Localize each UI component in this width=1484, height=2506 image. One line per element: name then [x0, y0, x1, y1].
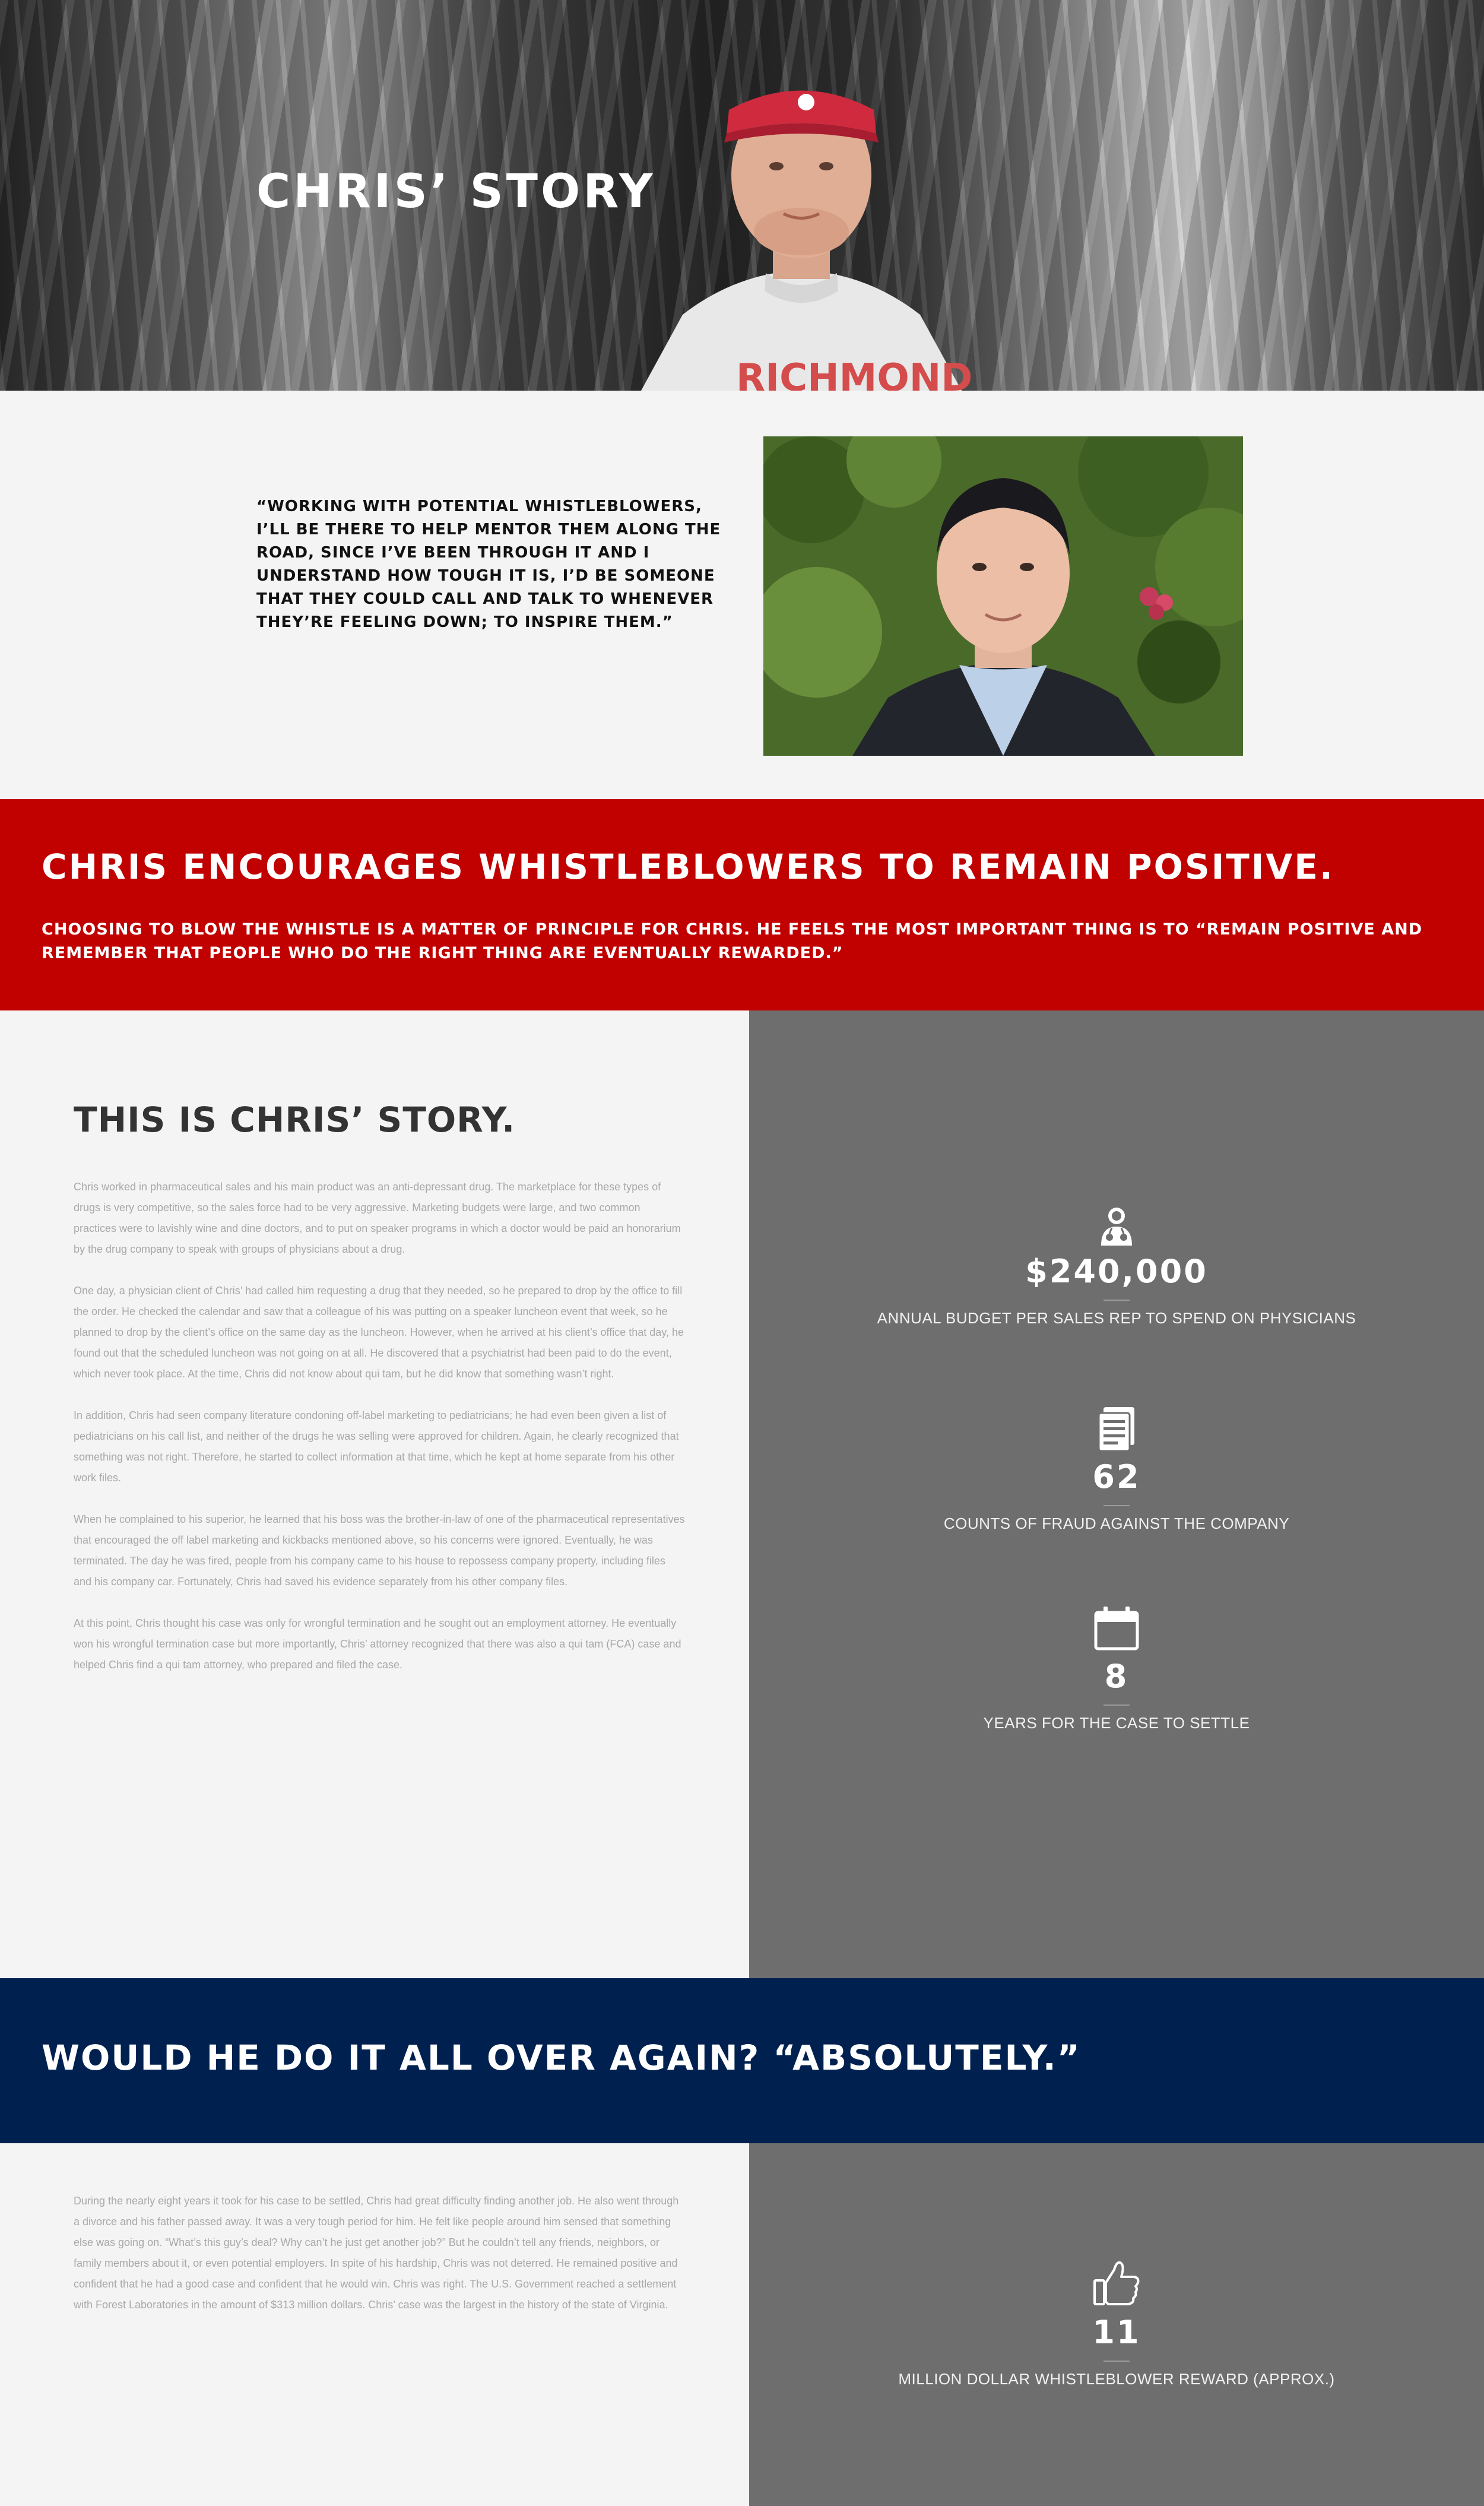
- story-paragraph: In addition, Chris had seen company literature condoning off-label marketing to pediatricians; he had even been given a list of pediatricians on his call list, and neither of the drugs he was selling were approved for children. Again, he clearly recognized that something was not right. Therefore, he started to collect information at that time, which he kept at home separate from his other work files.: [74, 1409, 679, 1484]
- stats-panel: [749, 1010, 1484, 1978]
- stat-label: COUNTS OF FRAUD AGAINST THE COMPANY: [943, 1515, 1290, 1532]
- stat-label: ANNUAL BUDGET PER SALES REP TO SPEND ON PHYSICIANS: [877, 1309, 1356, 1327]
- stat-reward: [749, 2259, 1484, 2388]
- positive-banner: [0, 799, 1484, 1010]
- final-text-panel: [0, 2143, 749, 2506]
- stat-value: 11: [1092, 2314, 1141, 2351]
- stat-label: YEARS FOR THE CASE TO SETTLE: [983, 1714, 1250, 1732]
- stat-value: $240,000: [1025, 1253, 1208, 1290]
- story-text-panel: [0, 1010, 749, 1978]
- positive-banner-text: CHOOSING TO BLOW THE WHISTLE IS A MATTER OF PRINCIPLE FOR CHRIS. HE FEELS THE MOST IMPORTANT THING IS TO “REMAIN POSITIVE AND REMEMBER THAT PEOPLE WHO DO THE RIGHT THING ARE EVENTUALLY REWARDED.”: [42, 920, 1423, 962]
- doctor-icon: [1099, 1206, 1134, 1246]
- reward-panel: [749, 2143, 1484, 2506]
- story-paragraph: Chris worked in pharmaceutical sales and his main product was an anti-depressant drug. The marketplace for these types of drugs is very competitive, so the sales force had to be very aggressive. Marketing budgets were large, and two common practices were to lavishly wine and dine doctors, and to put on speaker programs in which a doctor would be paid an honorarium by the drug company to speak with groups of physicians about a drug.: [74, 1181, 681, 1255]
- positive-banner-title: CHRIS ENCOURAGES WHISTLEBLOWERS TO REMAIN POSITIVE.: [42, 847, 1334, 887]
- stat-years: [749, 1607, 1484, 1732]
- story-paragraph: At this point, Chris thought his case was only for wrongful termination and he sought out an employment attorney. He eventually won his wrongful termination case but more importantly, Chris’ attorney recognized that there was also a qui tam (FCA) case and helped Chris find a qui tam attorney, who prepared and filed the case.: [74, 1617, 681, 1671]
- quote-section: [0, 391, 1484, 799]
- thumbs-up-icon: [1093, 2259, 1140, 2307]
- calendar-icon: [1094, 1607, 1139, 1650]
- again-banner-title: WOULD HE DO IT ALL OVER AGAIN? “ABSOLUTELY.”: [42, 2038, 1081, 2078]
- story-heading: THIS IS CHRIS’ STORY.: [74, 1100, 516, 1140]
- stat-budget: [749, 1206, 1484, 1328]
- stat-label: MILLION DOLLAR WHISTLEBLOWER REWARD (APPROX.): [898, 2370, 1335, 2388]
- quote-text: “WORKING WITH POTENTIAL WHISTLEBLOWERS, I’LL BE THERE TO HELP MENTOR THEM ALONG THE ROAD, SINCE I’VE BEEN THROUGH IT AND I UNDERSTAND HOW TOUGH IT IS, I’D BE SOMEONE THAT THEY COULD CALL AND TALK TO WHENEVER THEY’RE FEELING DOWN; TO INSPIRE THEM.”: [256, 498, 721, 631]
- story-paragraph: When he complained to his superior, he learned that his boss was the brother-in-law of one of the pharmaceutical representatives that encouraged the off label marketing and kickbacks mentioned above, so his concerns were ignored. Eventually, he was terminated. The day he was fired, people from his company came to his house to repossess company property, including files and his company car. Fortunately, Chris had saved his evidence separately from his other company files.: [74, 1513, 685, 1588]
- stat-divider: [1104, 1505, 1130, 1506]
- hero-title: CHRIS’ STORY: [256, 165, 656, 218]
- stat-divider: [1104, 2361, 1130, 2362]
- stat-value: 62: [1092, 1458, 1141, 1496]
- stat-counts: [749, 1407, 1484, 1533]
- again-banner: [0, 1978, 1484, 2143]
- portrait-photo: [763, 436, 1243, 756]
- document-icon: [1098, 1407, 1136, 1451]
- story-paragraph: One day, a physician client of Chris’ had called him requesting a drug that they needed, so he prepared to drop by the office to fill the order. He checked the calendar and saw that a colleague of his was putting on a speaker luncheon event that week, so he planned to drop by the client’s office on the same day as the luncheon. However, when he arrived at his client’s office that day, he found out that the scheduled luncheon was not going on at all. He discovered that a psychiatrist had been paid to do the event, which never took place. At the time, Chris did not know about qui tam, but he did know that something wasn’t right.: [74, 1285, 684, 1380]
- final-paragraph: During the nearly eight years it took for his case to be settled, Chris had great difficulty finding another job. He also went through a divorce and his father passed away. It was a very tough period for him. He felt like people around him sensed that something else was going on. “What’s this guy’s deal? Why can’t he just get another job?” But he couldn’t tell any friends, neighbors, or family members about it, or even potential employers. In spite of his hardship, Chris was not deterred. He remained positive and confident that he had a good case and confident that he would win. Chris was right. The U.S. Government reached a settlement with Forest Laboratories in the amount of $313 million dollars. Chris’ case was the largest in the history of the state of Virginia.: [74, 2195, 679, 2311]
- stat-value: 8: [1104, 1658, 1129, 1695]
- stat-divider: [1104, 1705, 1130, 1706]
- story-body: [74, 1177, 685, 1696]
- hero-photo-person: [617, 36, 985, 391]
- hero-banner: [0, 0, 1484, 391]
- stat-divider: [1104, 1300, 1130, 1301]
- svg-text:RICHMOND: RICHMOND: [736, 356, 973, 391]
